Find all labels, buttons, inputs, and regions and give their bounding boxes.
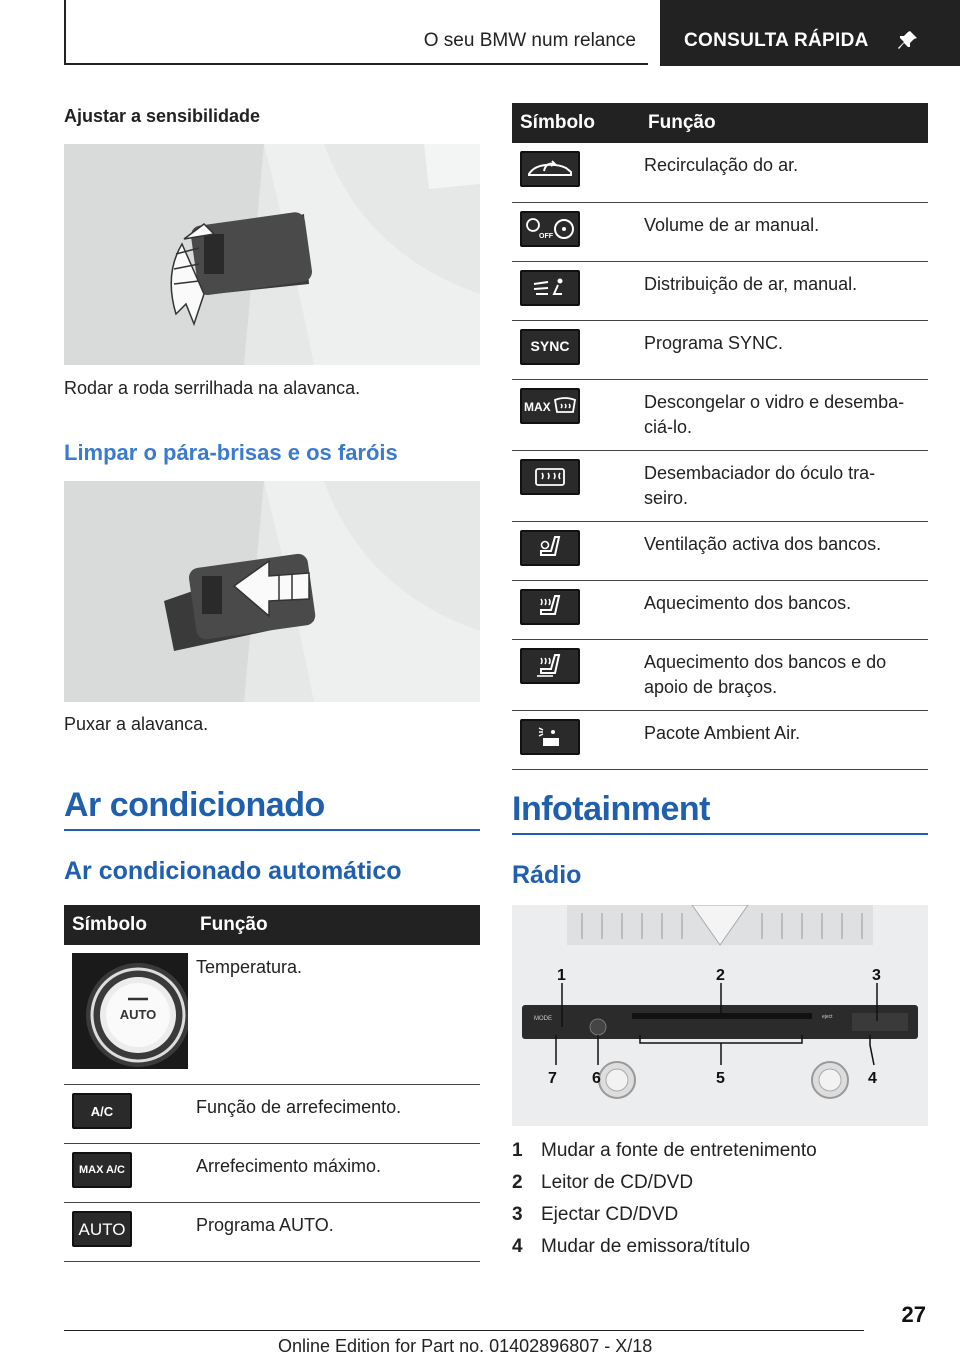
lever-wheel-illustration xyxy=(64,144,480,365)
sync-key-icon xyxy=(520,329,580,365)
lever-pull-photo xyxy=(64,481,480,702)
fan-icon xyxy=(520,211,580,247)
table-row xyxy=(64,945,480,1085)
ac-row-label: Função de arrefecimento. xyxy=(192,1085,480,1144)
ac-row-label: Temperatura. xyxy=(192,945,480,1085)
list-item-text: Leitor de CD/DVD xyxy=(541,1172,694,1193)
air-distribution-icon xyxy=(520,270,580,306)
table-row xyxy=(512,261,928,320)
auto-key-icon xyxy=(72,1211,132,1247)
radio-panel-photo xyxy=(512,905,928,1126)
pin-icon xyxy=(896,28,920,52)
table-row xyxy=(512,580,928,639)
table-row xyxy=(512,450,928,521)
header-section xyxy=(66,0,648,64)
ambient-air-icon xyxy=(520,719,580,755)
chapter-title: CONSULTA RÁPIDA xyxy=(684,30,869,51)
ac-key-label: A/C xyxy=(90,1103,114,1119)
climate-row-label: Ventilação activa dos bancos. xyxy=(640,521,928,580)
table-row xyxy=(512,379,928,450)
table-row xyxy=(512,320,928,379)
climate-symbol-table xyxy=(512,103,928,770)
table-row xyxy=(64,1085,480,1144)
climate-col-function: Função xyxy=(640,103,928,143)
table-row xyxy=(512,710,928,769)
ac-auto-heading: Ar condicionado automático xyxy=(64,857,402,885)
infotainment-heading: Infotainment xyxy=(512,790,710,828)
climate-row-label-cont: seiro. xyxy=(644,487,689,508)
defrost-max-label: MAX xyxy=(524,399,551,414)
wiper-caption: Puxar a alavanca. xyxy=(64,714,209,734)
ac-col-function: Função xyxy=(192,905,480,945)
climate-row-label-cont: ciá-lo. xyxy=(644,416,693,437)
callout-3: 3 xyxy=(872,967,881,984)
table-row xyxy=(512,639,928,710)
climate-row-label: Aquecimento dos bancos. xyxy=(640,580,928,639)
eject-label: eject xyxy=(822,1014,833,1020)
sensitivity-caption: Rodar a roda serrilhada na alavanca. xyxy=(64,378,361,398)
list-item-number: 1 xyxy=(512,1140,523,1161)
page-number: 27 xyxy=(901,1302,926,1327)
radio-panel-illustration xyxy=(512,905,928,1126)
climate-row-label: Volume de ar manual. xyxy=(640,202,928,261)
list-item-number: 2 xyxy=(512,1172,523,1193)
list-item-number: 3 xyxy=(512,1204,523,1225)
climate-col-symbol: Símbolo xyxy=(512,103,640,143)
table-row xyxy=(512,143,928,202)
infotainment-heading-rule xyxy=(512,833,928,835)
ac-symbol-table xyxy=(64,905,480,1262)
list-item-text: Mudar a fonte de entretenimento xyxy=(541,1140,817,1161)
callout-6: 6 xyxy=(592,1070,601,1087)
mode-label: MODE xyxy=(534,1016,552,1022)
footer-rule xyxy=(64,1330,864,1331)
climate-row-label: Programa SYNC. xyxy=(640,320,928,379)
climate-row-label: Descongelar o vidro e desemba- xyxy=(644,391,905,412)
lever-wheel-photo xyxy=(64,144,480,365)
edition-text: Online Edition for Part no. 01402896807 - X/18 xyxy=(278,1336,653,1356)
section-title: O seu BMW num relance xyxy=(423,30,636,51)
ac-heading: Ar condicionado xyxy=(64,786,325,824)
radio-controls-list xyxy=(512,1140,928,1270)
table-row xyxy=(64,1203,480,1262)
sync-key-label: SYNC xyxy=(530,338,570,354)
climate-row-label: Distribuição de ar, manual. xyxy=(640,261,928,320)
list-item-number: 4 xyxy=(512,1236,523,1257)
fan-off-label: OFF xyxy=(539,232,553,240)
callout-1: 1 xyxy=(557,967,566,984)
seat-armrest-heating-icon xyxy=(520,648,580,684)
recirculation-icon xyxy=(520,151,580,187)
table-row xyxy=(64,1144,480,1203)
callout-4: 4 xyxy=(868,1070,877,1087)
callout-2: 2 xyxy=(716,967,725,984)
ac-col-symbol: Símbolo xyxy=(64,905,192,945)
max-ac-key-label: MAX A/C xyxy=(78,1163,126,1176)
ac-heading-rule xyxy=(64,829,480,831)
dial-auto-label: AUTO xyxy=(119,1007,157,1022)
ac-row-label: Programa AUTO. xyxy=(192,1203,480,1262)
ac-row-label: Arrefecimento máximo. xyxy=(192,1144,480,1203)
list-item-text: Ejectar CD/DVD xyxy=(541,1204,679,1225)
rear-defrost-icon xyxy=(520,459,580,495)
radio-heading: Rádio xyxy=(512,861,582,889)
climate-row-label: Aquecimento dos bancos e do xyxy=(644,651,887,672)
auto-key-label: AUTO xyxy=(78,1219,126,1239)
table-row xyxy=(512,521,928,580)
climate-row-label: Desembaciador do óculo tra- xyxy=(644,462,876,483)
climate-row-label: Recirculação do ar. xyxy=(640,143,928,202)
max-ac-key-icon xyxy=(72,1152,132,1188)
temperature-dial-icon xyxy=(72,953,188,1069)
seat-ventilation-icon xyxy=(520,530,580,566)
table-row xyxy=(512,202,928,261)
sensitivity-heading: Ajustar a sensibilidade xyxy=(64,106,261,126)
windscreen-defrost-icon xyxy=(520,388,580,424)
lever-pull-illustration xyxy=(64,481,480,702)
callout-7: 7 xyxy=(548,1070,557,1087)
climate-row-label: Pacote Ambient Air. xyxy=(640,710,928,769)
callout-5: 5 xyxy=(716,1070,725,1087)
header-chapter-tab xyxy=(660,0,960,66)
seat-heating-icon xyxy=(520,589,580,625)
wiper-heading: Limpar o pára-brisas e os faróis xyxy=(64,440,398,465)
climate-row-label-cont: apoio de braços. xyxy=(644,676,778,697)
ac-key-icon xyxy=(72,1093,132,1129)
list-item-text: Mudar de emissora/título xyxy=(541,1236,751,1257)
